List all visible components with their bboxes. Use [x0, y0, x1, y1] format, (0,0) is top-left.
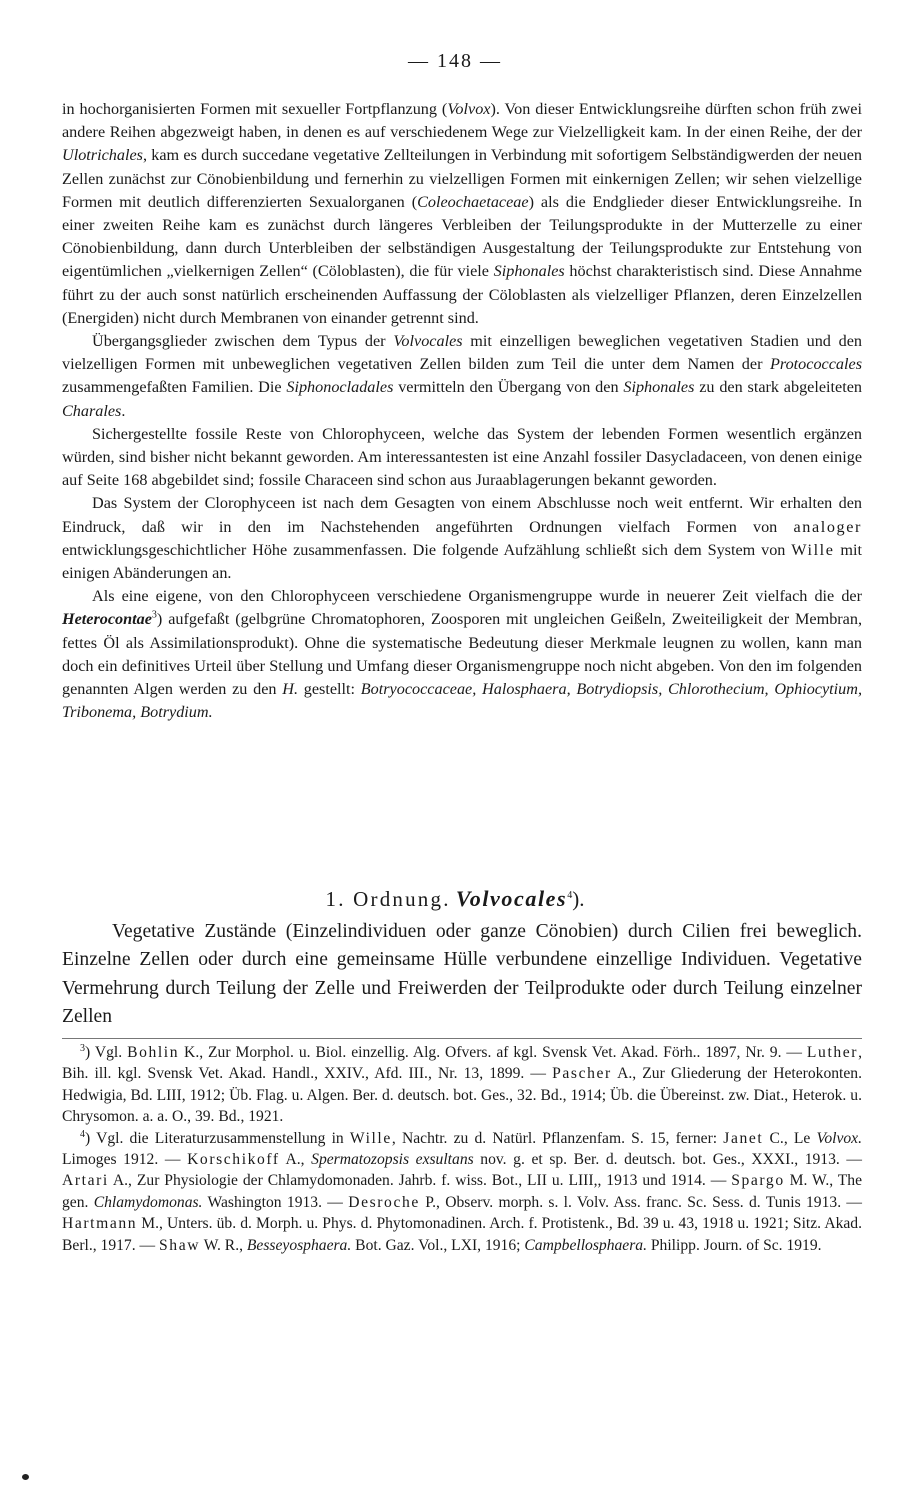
taxon-name: Campbellosphaera. [524, 1236, 647, 1254]
text-run: ). Von dieser Entwicklungsreihe dürften schon früh zwei andere Reihen abgezweigt haben, in denen es auf verschiedenem Wege zur Vielzelligkeit kam. In der einen Reihe, der der [62, 100, 862, 142]
author-name: Spargo [731, 1172, 785, 1190]
paragraph-4 [62, 492, 862, 585]
taxon-name: Charales [62, 401, 122, 420]
ink-speck [22, 1474, 29, 1480]
author-name: Korschikoff [187, 1151, 280, 1169]
text-run: Bot. Gaz. Vol., LXI, 1916; [351, 1236, 525, 1254]
footnote-mark: 3 [80, 1042, 85, 1054]
author-name: Pascher [552, 1065, 612, 1083]
footnotes [62, 1042, 862, 1256]
text-run: ) aufgefaßt (gelbgrüne Chromatophoren, Zoosporen mit ungleichen Geißeln, Zweiteiligkeit der Membran, fettes Öl als Assimilationsprodukt). Ohne die systematische Bedeutung dieser Merkmale leugnen zu wollen, kann man doch ein definitives Urteil über Stellung und Umfang dieser Organismengruppe noch nicht abgeben. Von den im folgenden genannten Algen werden zu den [62, 610, 862, 699]
paragraph-2 [62, 330, 862, 423]
text-run: Als eine eigene, von den Chlorophyceen verschiedene Organismengruppe wurde in neuerer Zeit vielfach die der [92, 587, 862, 606]
section-paragraph: Vegetative Zustände (Einzelindividuen oder ganze Cönobien) durch Cilien frei beweglich. Einzelne Zellen oder durch eine gemeinsame Hülle verbundene einzellige Individuen. Vegetative Vermehrung durch Teilung der Zelle und Freiwerden der Teilprodukte oder durch Teilung einzelner Zellen [62, 921, 862, 1028]
taxon-name: Siphonales [623, 378, 695, 397]
text-run: , Nachtr. zu d. Natürl. Pflanzenfam. S. 15, ferner: [391, 1129, 724, 1147]
text-run: , kam es durch succedane vegetative Zellteilungen in Verbindung mit sofortigem Selbständigwerden der neuen Zellen zunächst zur Cönobienbildung und fernerhin zu vielzelligen Formen mit einkernigen Zellen; wir sehen vielzellige Formen mit deutlich differenzierten Sexualorganen ( [62, 146, 862, 211]
text-run: mit einzelligen beweglichen vegetativen Stadien und den vielzelligen Formen mit unbeweglichen vegetativen Zellen bilden zum Teil die unter dem Namen der [62, 332, 862, 374]
author-name: Janet [723, 1129, 764, 1147]
text-run: C., Le [763, 1129, 817, 1147]
footnote-3 [62, 1042, 862, 1128]
footnote-mark: 4 [80, 1128, 85, 1140]
text-run: ) als die Endglieder dieser Entwicklungsreihe. In einer zweiten Reihe kam es zunächst durch längeres Verbleiben der Teilungsprodukte in der Mutterzelle zu einer Cönobienbildung, dann durch Unterbleiben der selbständigen Ausgestaltung der Teilungsprodukte zur Entstehung von eigentümlichen „vielkernigen Zellen“ (Cöloblasten), die für viele [62, 192, 863, 281]
text-run: A., Zur Gliederung der Heterokonten. Hedwigia, Bd. LIII, 1912; Üb. Flag. u. Algen. Ber. d. deutsch. bot. Ges., 32. Bd., 1914; Üb. die Übereinst. zw. Diat., Heterok. u. Chrysomon. a. a. O., 39. Bd., 1921. [62, 1065, 862, 1126]
footnote-ref: 4 [567, 890, 573, 901]
text-run: zusammengefaßten Familien. Die [62, 378, 287, 397]
text-run: Übergangsglieder zwischen dem Typus der [92, 332, 394, 351]
author-name: Bohlin [127, 1044, 180, 1061]
author-name: Hartmann [62, 1215, 138, 1233]
taxon-name: H. [282, 680, 299, 699]
author-name: Desroche [348, 1193, 420, 1211]
author-name: Luther [806, 1044, 859, 1061]
text-run: Philipp. Journ. of Sc. 1919. [646, 1236, 822, 1254]
text-run: höchst charakteristisch sind. Diese Annahme führt zu der auch sonst natürlich erscheinenden Auffassung der Cöloblasten als vielzelliger Pflanzen, deren Einzelzellen (Energiden) nicht durch Membranen von einander getrennt sind. [62, 262, 862, 327]
text-run: W. R., [200, 1236, 247, 1254]
text-run: K., Zur Morphol. u. Biol. einzellig. Alg. Ofvers. af kgl. Svensk Vet. Akad. Förh.. 1897, Nr. 9. — [179, 1044, 807, 1061]
footnote-divider [62, 1038, 862, 1039]
taxon-name: Protococcales [770, 355, 862, 374]
author-name: Wille [349, 1129, 392, 1147]
text-run: . [121, 401, 126, 420]
paragraph-1 [62, 98, 862, 330]
taxon-list: Botryococcaceae, Halosphaera, Botrydiopsis, Chlorothecium, Ophiocytium, Tribonema, Botrydium. [62, 680, 862, 722]
text-run: mit einigen Abänderungen an. [62, 540, 863, 583]
taxon-name: Coleochaetaceae [417, 192, 529, 211]
taxon-name: Heterocontae [62, 610, 152, 629]
taxon-name: Volvocales [393, 332, 463, 351]
text-run: A., Zur Physiologie der Chlamydomonaden. Jahrb. f. wiss. Bot., LII u. LIII,, 1913 und 1914. — [108, 1172, 732, 1190]
text-run: M., Unters. üb. d. Morph. u. Phys. d. Phytomonadinen. Arch. f. Protistenk., Bd. 39 u. 43, 1918 u. 1921; Sitz. Akad. Berl., 1917. — [62, 1215, 862, 1254]
taxon-name: Besseyosphaera. [246, 1236, 352, 1254]
taxon-name: Chlamydomonas. [93, 1193, 203, 1211]
text-run: A., [279, 1151, 312, 1169]
text-run: ) Vgl. [85, 1044, 128, 1061]
text-run: entwicklungsgeschichtlicher Höhe zusammenfassen. Die folgende Aufzählung schließt sich dem System von [62, 540, 792, 559]
footnote-ref: 3 [151, 610, 157, 622]
body-text [62, 98, 862, 724]
taxon-name: Spermatozopsis exsultans [311, 1151, 474, 1169]
text-run: Washington 1913. — [202, 1193, 349, 1211]
text-run: , Bih. ill. kgl. Svensk Vet. Akad. Handl., XXIV., Afd. III., Nr. 13, 1899. — [62, 1044, 862, 1083]
text-run: zu den stark abgeleiteten [694, 378, 862, 397]
text-run: gestellt: [298, 680, 361, 699]
section-heading [0, 886, 910, 912]
text-run: vermitteln den Übergang von den [393, 378, 624, 397]
author-name: Artari [62, 1172, 109, 1190]
footnote-4 [62, 1128, 862, 1256]
order-name: Volvocales [455, 886, 568, 911]
text-run: ) Vgl. die Literaturzusammenstellung in [85, 1129, 350, 1147]
taxon-name: Siphonales [493, 262, 565, 281]
text-run: M. W., The gen. [62, 1172, 862, 1211]
text-run: Das System der Clorophyceen ist nach dem Gesagten von einem Abschlusse noch weit entfernt. Wir erhalten den Eindruck, daß wir in den im Nachstehenden angeführten Ordnungen vielfach Formen von [62, 494, 862, 536]
taxon-name: Volvox. [816, 1129, 862, 1147]
taxon-name: Siphonocladales [286, 378, 394, 397]
text-run: ). [572, 887, 585, 911]
order-label: 1. Ordnung. [325, 887, 451, 911]
text-run: Limoges 1912. — [62, 1151, 188, 1169]
section-text [62, 918, 862, 1032]
text-run: P., Observ. morph. s. l. Volv. Ass. franc. Sc. Sess. d. Tunis 1913. — [419, 1193, 862, 1211]
paragraph-5 [62, 585, 862, 724]
page-number: — 148 — [408, 50, 502, 72]
text-run: in hochorganisierten Formen mit sexueller Fortpflanzung ( [62, 100, 448, 118]
author-name: Shaw [159, 1236, 201, 1254]
paragraph-3: Sichergestellte fossile Reste von Chlorophyceen, welche das System der lebenden Formen wesentlich ergänzen würden, sind bisher nicht bekannt geworden. Am interessantesten ist eine Anzahl fossiler Dasycladaceen, von denen einige auf Seite 168 abgebildet sind; fossile Characeen sind schon aus Juraablagerungen bekannt geworden. [62, 424, 862, 490]
text-run: nov. g. et sp. Ber. d. deutsch. bot. Ges., XXXI., 1913. — [473, 1151, 862, 1169]
spaced-emphasis: analoger [793, 517, 862, 536]
author-name: Wille [791, 540, 835, 559]
taxon-name: Ulotrichales [62, 146, 143, 165]
taxon-name: Volvox [447, 100, 491, 118]
